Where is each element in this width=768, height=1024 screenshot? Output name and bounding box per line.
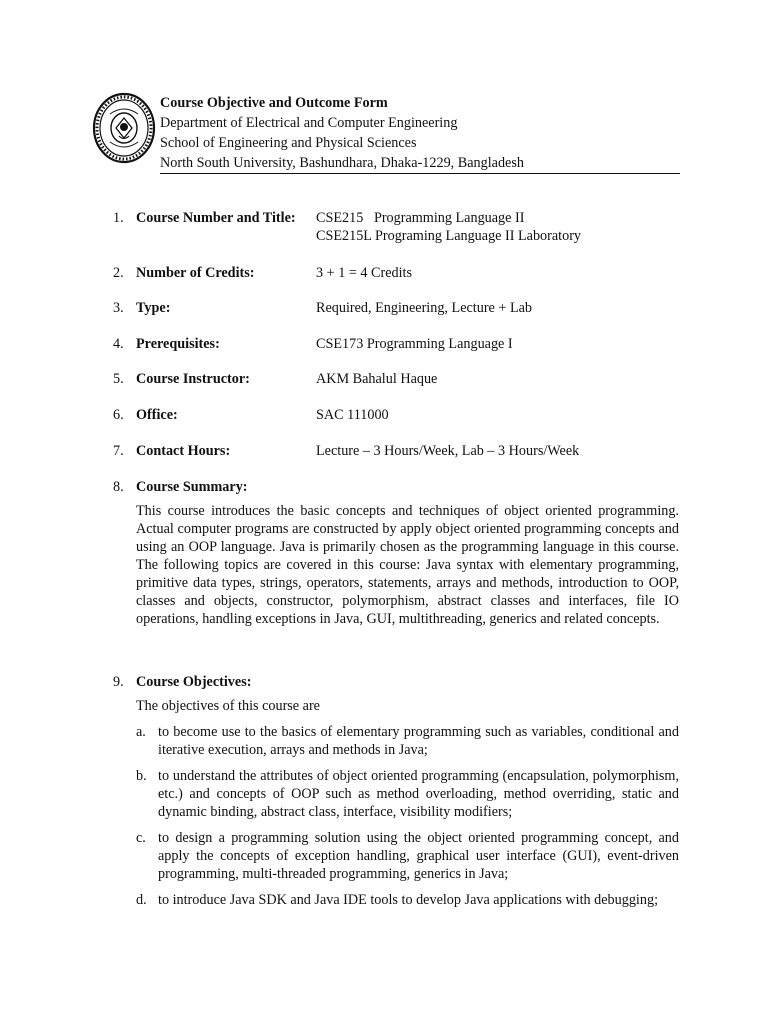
section-label: Course Summary:	[136, 479, 248, 495]
field-value: Required, Engineering, Lecture + Lab	[316, 300, 532, 316]
objective-text: to introduce Java SDK and Java IDE tools to develop Java applications with debugging;	[158, 892, 659, 908]
field-number: 3.	[113, 300, 124, 316]
field-label: Office:	[136, 407, 178, 423]
field-label: Course Instructor:	[136, 371, 250, 387]
section-label: Course Objectives:	[136, 674, 252, 690]
objective-text: to understand the attributes of object oriented programming (encapsulation, polymorphism, etc.) and concepts of OOP such as method overloading, method overriding, static and dynamic binding, abstract class, interface, visibility modifiers;	[158, 768, 679, 820]
field-label: Type:	[136, 300, 171, 316]
field-value	[316, 209, 581, 245]
objective-item	[136, 767, 679, 821]
university-address: North South University, Bashundhara, Dhaka-1229, Bangladesh	[160, 155, 524, 171]
field-label: Prerequisites:	[136, 336, 220, 352]
field-number-of-credits	[113, 264, 713, 284]
field-number: 1.	[113, 210, 124, 226]
field-value: CSE173 Programming Language I	[316, 336, 513, 352]
course-title-line-1: CSE215 Programming Language II	[316, 210, 525, 226]
field-number: 5.	[113, 371, 124, 387]
field-number: 4.	[113, 336, 124, 352]
objective-letter: c.	[136, 830, 146, 846]
section-number: 8.	[113, 479, 124, 495]
objective-text: to design a programming solution using the object oriented programming concept, and apply the concepts of exception handling, graphical user interface (GUI), event-driven programming, multi-threaded programming, generics in Java;	[158, 830, 679, 882]
section-number: 9.	[113, 674, 124, 690]
department-name: Department of Electrical and Computer Engineering	[160, 115, 458, 131]
field-number: 6.	[113, 407, 124, 423]
field-label: Number of Credits:	[136, 265, 255, 281]
objective-letter: b.	[136, 768, 147, 784]
header-divider	[160, 173, 680, 174]
objective-item	[136, 829, 679, 883]
field-label: Course Number and Title:	[136, 210, 296, 226]
field-value: AKM Bahalul Haque	[316, 371, 438, 387]
field-value: SAC 111000	[316, 407, 389, 423]
course-title-line-2: CSE215L Programing Language II Laboratory	[316, 228, 582, 244]
course-summary-text: This course introduces the basic concepts and techniques of object oriented programming. Actual computer programs are constructed by apply object oriented programming concepts and using an OOP language. Java is primarily chosen as the programming language in this course. The following topics are covered in this course: Java syntax with elementary programming, primitive data types, strings, operators, statements, arrays and methods, introduction to OOP, classes and objects, constructor, polymorphism, abstract classes and interfaces, file IO operations, handling exceptions in Java, GUI, multithreading, generics and related concepts.	[136, 503, 679, 627]
field-course-instructor	[113, 370, 713, 390]
school-name: School of Engineering and Physical Sciences	[160, 135, 417, 151]
form-title: Course Objective and Outcome Form	[160, 95, 388, 111]
field-number: 7.	[113, 443, 124, 459]
field-prerequisites	[113, 335, 713, 355]
field-office	[113, 406, 713, 426]
field-label: Contact Hours:	[136, 443, 231, 459]
field-value: Lecture – 3 Hours/Week, Lab – 3 Hours/Week	[316, 443, 580, 459]
field-course-number-title	[113, 209, 713, 244]
objective-item	[136, 723, 679, 759]
objective-text: to become use to the basics of elementary programming such as variables, conditional and iterative execution, arrays and methods in Java;	[158, 724, 679, 758]
field-number: 2.	[113, 265, 124, 281]
objective-item	[136, 891, 679, 909]
field-value: 3 + 1 = 4 Credits	[316, 265, 413, 281]
objective-letter: a.	[136, 724, 146, 740]
field-type	[113, 299, 713, 319]
university-seal-icon	[92, 92, 156, 164]
form-header	[160, 93, 680, 173]
objectives-intro: The objectives of this course are	[136, 698, 320, 714]
field-contact-hours	[113, 442, 713, 462]
objective-letter: d.	[136, 892, 147, 908]
